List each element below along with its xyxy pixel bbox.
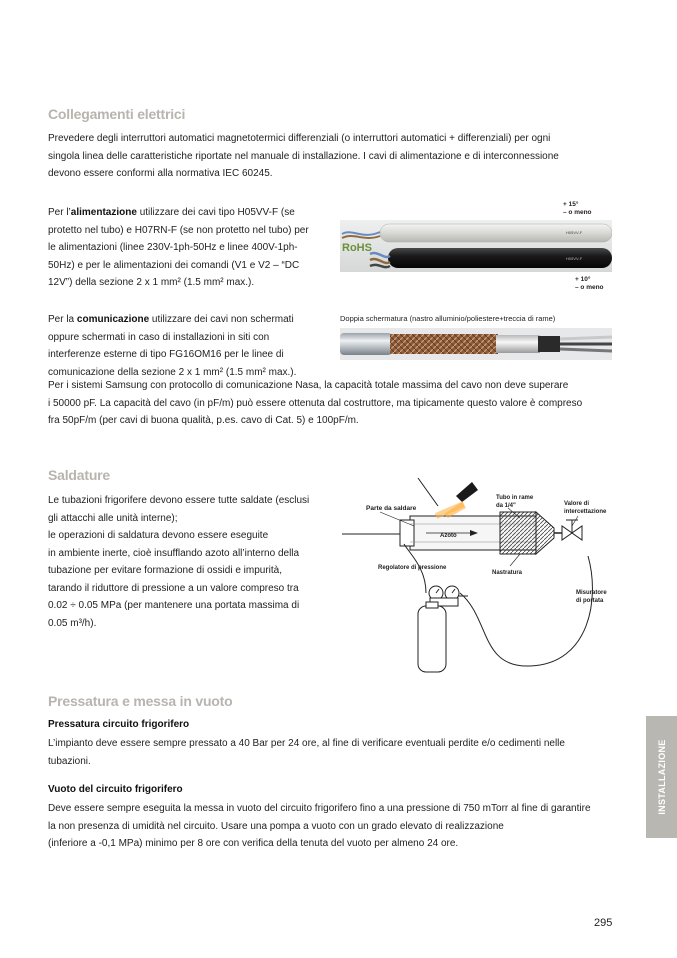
subtitle-vuoto: Vuoto del circuito frigorifero	[48, 784, 183, 795]
label-nastratura: Nastratura	[492, 570, 523, 576]
alimentazione-line: Per l’alimentazione utilizzare dei cavi tipo H05VV-F (se	[48, 207, 295, 218]
intro-line: singola linea delle caratteristiche riportate nel manuale di installazione. I cavi di alimentazione e di interconnessione	[48, 150, 559, 162]
label-tubo-1: Tubo in rame	[496, 495, 534, 501]
pressatura-line: tubazioni.	[48, 755, 91, 767]
saldature-line: Le tubazioni frigorifere devono essere tutte saldate (esclusi	[48, 495, 310, 506]
comunicazione-line: oppure schermati in caso di installazioni in siti con	[48, 331, 270, 343]
comunicazione-line: comunicazione della sezione 2 x 1 mm² (1.5 mm² max.).	[48, 366, 297, 378]
label-regolatore: Regolatore di pressione	[378, 565, 447, 571]
power-cable-photo	[340, 220, 612, 272]
saldature-line: 0.02 ÷ 0.05 MPa (per mantenere una portata massima di	[48, 600, 300, 611]
side-tab-label: INSTALLAZIONE	[656, 739, 667, 815]
comunicazione-line: Per i sistemi Samsung con protocollo di comunicazione Nasa, la capacità totale massima del cavo non deve superare	[48, 380, 569, 391]
comunicazione-line: Per la comunicazione utilizzare dei cavi non schermati	[48, 314, 294, 325]
pressatura-paragraph	[48, 735, 623, 770]
shielded-cable-caption: Doppia schermatura (nastro alluminio/poliestere+treccia di rame)	[340, 314, 556, 323]
alimentazione-paragraph	[48, 204, 333, 292]
vuoto-paragraph	[48, 800, 623, 853]
comunicazione-line: i 50000 pF. La capacità del cavo (in pF/m) può essere ottenuta dal costruttore, ma tipicamente questo valore è compreso	[48, 397, 583, 409]
page-number: 295	[594, 917, 613, 929]
saldature-line: tarando il riduttore di pressione a un valore compreso tra	[48, 582, 299, 594]
saldature-line: le operazioni di saldatura devono essere eseguite	[48, 530, 269, 541]
section-title-saldature: Saldature	[48, 467, 110, 483]
label-tubo-2: da 1/4"	[496, 503, 516, 509]
vuoto-line: la non presenza di umidità nel circuito. Usare una pompa a vuoto con un grado elevato di realizzazione	[48, 820, 504, 832]
subtitle-pressatura: Pressatura circuito frigorifero	[48, 719, 190, 730]
intro-line: devono essere conformi alla normativa IEC 60245.	[48, 168, 273, 179]
intro-paragraph	[48, 130, 618, 183]
side-tab	[646, 716, 677, 838]
label-valore-2: intercettazione	[564, 509, 607, 515]
label-parte: Parte da saldare	[366, 505, 417, 512]
saldature-line: gli attacchi alle unità interne);	[48, 512, 178, 524]
pressatura-line: L’impianto deve essere sempre pressato a 40 Bar per 24 ore, al fine di verificare eventuali perdite e/o cedimenti nelle	[48, 738, 565, 749]
section-title-pressatura: Pressatura e messa in vuoto	[48, 693, 233, 709]
label-misuratore-1: Misuratore	[576, 590, 607, 596]
rohs-logo: RoHS	[342, 242, 372, 254]
label-misuratore-2: di portata	[576, 598, 604, 604]
saldature-line: in ambiente inerte, cioè insufflando azoto all’interno della	[48, 547, 300, 559]
comunicazione-paragraph-short	[48, 311, 333, 381]
temp-note-top: + 15° – o meno	[563, 201, 592, 216]
comunicazione-line: fra 50pF/m (per cavi di buona qualità, p.es. cavo di Cat. 5) e 100pF/m.	[48, 415, 359, 426]
saldature-line: 0.05 m³/h).	[48, 617, 97, 629]
comunicazione-paragraph-long	[48, 377, 623, 430]
alimentazione-line: 50Hz) e per le alimentazioni dei comandi (V1 e V2 – “DC	[48, 259, 300, 271]
label-valore-1: Valore di	[564, 501, 590, 507]
alimentazione-line: protetto nel tubo) e H07RN-F (se non protetto nel tubo) per	[48, 224, 309, 236]
alimentazione-line: 12V”) della sezione 2 x 1 mm² (1.5 mm² max.).	[48, 277, 255, 288]
saldature-line: tubazione per evitare formazione di ossidi e impurità,	[48, 565, 283, 576]
cable-print: H05VV-F	[566, 256, 583, 261]
section-title-collegamenti: Collegamenti elettrici	[48, 106, 186, 122]
vuoto-line: Deve essere sempre eseguita la messa in vuoto del circuito frigorifero fino a una pressione di 750 mTorr al fine di garantire	[48, 803, 591, 814]
label-azoto: Azoto	[440, 533, 457, 539]
comunicazione-line: interferenze esterne di tipo FG16OM16 per le linee di	[48, 349, 284, 360]
alimentazione-line: le alimentazioni (linee 230V-1ph-50Hz e linee 400V-1ph-	[48, 242, 298, 253]
vuoto-line: (inferiore a -0,1 MPa) minimo per 8 ore con verifica della tenuta del vuoto per almeno 24 ore.	[48, 838, 459, 849]
temp-note-bottom: + 10° – o meno	[575, 276, 604, 291]
cable-print: H05VV-F	[566, 230, 583, 235]
brazing-diagram	[340, 468, 620, 678]
shielded-cable-photo	[340, 328, 612, 360]
intro-line: Prevedere degli interruttori automatici magnetotermici differenziali (o interruttori automatici + differenziali) per ogni	[48, 133, 551, 144]
saldature-paragraph	[48, 492, 333, 632]
